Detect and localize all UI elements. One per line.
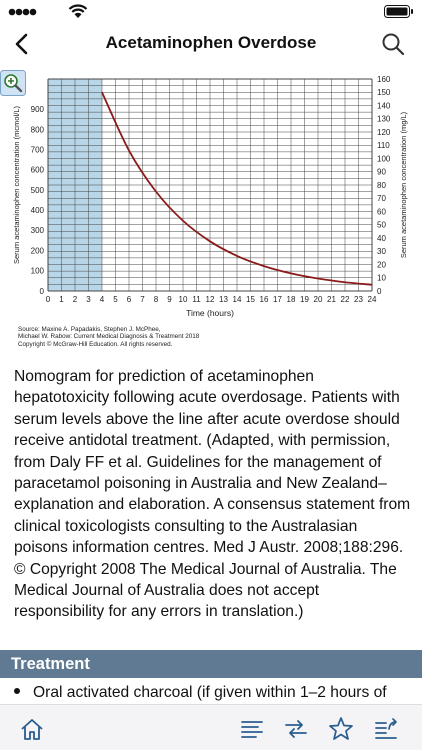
- y-tick-label-right: 70: [377, 194, 386, 204]
- navigation-bar: [0, 22, 422, 66]
- x-tick-label: 16: [259, 295, 269, 304]
- zoom-in-icon[interactable]: [0, 70, 26, 96]
- y-tick-label-right: 80: [377, 180, 386, 190]
- wifi-icon: [68, 4, 88, 19]
- nomogram-chart: [0, 70, 422, 355]
- section-title: Treatment: [11, 655, 90, 673]
- y-tick-label-right: 110: [377, 141, 390, 151]
- page-title: Acetaminophen Overdose: [105, 33, 317, 52]
- x-tick-label: 24: [367, 295, 377, 304]
- x-tick-label: 4: [99, 295, 105, 304]
- y-axis-label-left: Serum acetaminophen concentration (mcmol/L): [12, 106, 21, 264]
- y-tick-label-right: 130: [377, 114, 391, 124]
- section-header-treatment[interactable]: [0, 650, 422, 678]
- y-tick-label-left: 500: [30, 185, 44, 195]
- y-tick-label-right: 0: [377, 286, 382, 296]
- x-tick-label: 21: [327, 295, 336, 304]
- y-tick-label-right: 150: [377, 88, 391, 98]
- y-tick-label-right: 140: [377, 101, 391, 111]
- star-icon[interactable]: [327, 715, 355, 743]
- bullet-dot: [14, 688, 20, 694]
- figure-caption: Nomogram for prediction of acetaminophen hepatotoxicity following acute overdosage. Patients with serum levels above the line after acute overdose should receive antidotal treatment. (Adapted, with permission, from Daly FF et al. Guidelines for the management of paracetamol poisoning in Australia and New Zealand–explanation and elaboration. A consensus statement from clinical toxicologists consulting to the Australasian poisons information centres. Med J Austr. 2008;188:296. © Copyright 2008 The Medical Journal of Australia. The Medical Journal of Australia does not accept responsibility for any errors in translation.): [14, 368, 411, 621]
- y-tick-label-right: 30: [377, 247, 386, 257]
- y-tick-label-right: 120: [377, 127, 391, 137]
- x-tick-label: 10: [178, 295, 188, 304]
- x-tick-label: 6: [126, 295, 132, 304]
- y-tick-label-right: 60: [377, 207, 386, 217]
- y-tick-label-left: 300: [30, 226, 44, 236]
- x-tick-label: 17: [273, 295, 282, 304]
- x-tick-label: 7: [140, 295, 145, 304]
- x-tick-label: 22: [340, 295, 350, 304]
- y-tick-label-left: 900: [30, 105, 44, 115]
- y-tick-label-right: 160: [377, 74, 391, 84]
- y-tick-label-left: 700: [30, 145, 44, 155]
- x-tick-label: 0: [45, 295, 51, 304]
- back-chevron-icon[interactable]: [8, 30, 36, 58]
- battery-icon: [384, 5, 414, 18]
- x-tick-label: 1: [59, 295, 64, 304]
- y-tick-label-right: 20: [377, 260, 386, 270]
- status-bar: [0, 0, 422, 22]
- y-tick-label-right: 100: [377, 154, 391, 164]
- y-tick-label-left: 600: [30, 165, 44, 175]
- signal-icon: [8, 8, 38, 16]
- x-tick-label: 3: [86, 295, 91, 304]
- x-tick-label: 12: [205, 295, 215, 304]
- list-icon[interactable]: [238, 715, 266, 743]
- y-tick-label-right: 40: [377, 233, 386, 243]
- share-list-icon[interactable]: [372, 715, 400, 743]
- x-tick-label: 23: [354, 295, 363, 304]
- y-axis-label-right: Serum acetaminophen concentration (mg/L): [399, 111, 408, 259]
- swap-arrows-icon[interactable]: [282, 715, 310, 743]
- x-tick-label: 13: [219, 295, 228, 304]
- nomogram-svg: [0, 70, 422, 325]
- x-tick-label: 11: [192, 295, 201, 304]
- x-tick-label: 14: [232, 295, 242, 304]
- y-tick-label-left: 800: [30, 125, 44, 135]
- y-tick-label-left: 400: [30, 206, 44, 216]
- y-tick-label-left: 200: [30, 246, 44, 256]
- x-tick-label: 15: [246, 295, 255, 304]
- y-tick-label-right: 10: [377, 273, 386, 283]
- x-tick-label: 8: [153, 295, 159, 304]
- x-tick-label: 20: [313, 295, 323, 304]
- y-tick-label-left: 100: [30, 266, 44, 276]
- x-tick-label: 18: [286, 295, 296, 304]
- x-axis-label: Time (hours): [186, 308, 234, 318]
- search-icon[interactable]: [380, 31, 406, 57]
- home-icon[interactable]: [18, 715, 46, 743]
- y-tick-label-left: 0: [39, 286, 44, 296]
- x-tick-label: 9: [167, 295, 172, 304]
- y-tick-label-right: 50: [377, 220, 386, 230]
- x-tick-label: 2: [72, 295, 78, 304]
- y-tick-label-right: 90: [377, 167, 386, 177]
- bottom-toolbar: [0, 704, 422, 750]
- figure-source: Source: Maxine A. Papadakis, Stephen J. McPhee, Michael W. Rabow: Current Medical Diagnosis & Treatment 2018 Copyright © McGraw-Hill Education. All rights reserved.: [18, 326, 200, 348]
- list-item: Oral activated charcoal (if given within 1–2 hours of: [14, 684, 422, 702]
- x-tick-label: 5: [113, 295, 118, 304]
- x-tick-label: 19: [300, 295, 309, 304]
